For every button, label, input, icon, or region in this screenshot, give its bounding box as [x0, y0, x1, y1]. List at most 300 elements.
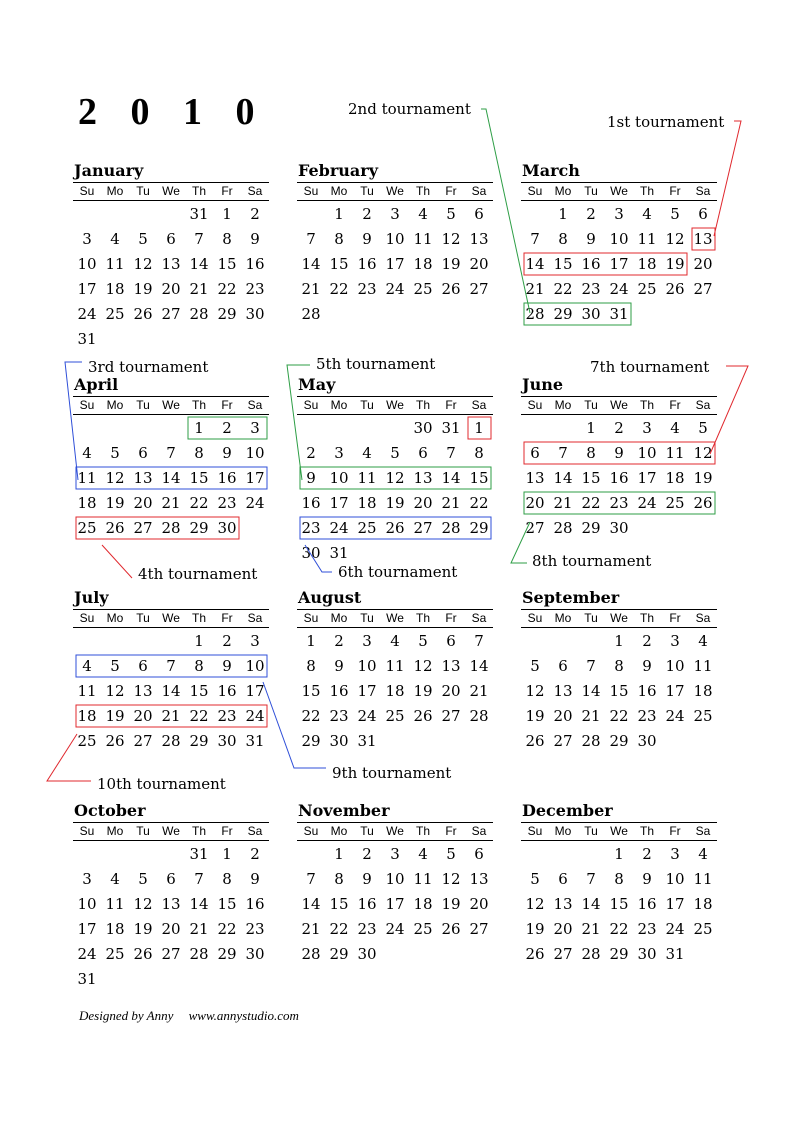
- weekday-label: Tu: [136, 184, 150, 198]
- weekday-label: Su: [79, 611, 95, 625]
- day-cell: 11: [693, 870, 713, 888]
- day-cell: 1: [222, 205, 232, 223]
- day-cell: 25: [693, 920, 713, 938]
- day-cell: 28: [525, 305, 545, 323]
- day-cell: 12: [105, 682, 125, 700]
- weekday-label: Mo: [330, 184, 348, 198]
- day-cell: 5: [698, 419, 708, 437]
- day-cell: 29: [553, 305, 573, 323]
- day-cell: 28: [469, 707, 489, 725]
- day-cell: 7: [166, 444, 176, 462]
- day-cell: 10: [637, 444, 657, 462]
- weekday-label: Tu: [360, 611, 374, 625]
- weekday-label: Tu: [136, 398, 150, 412]
- day-cell: 5: [138, 230, 148, 248]
- day-cell: 8: [306, 657, 316, 675]
- day-cell: 18: [385, 682, 405, 700]
- day-cell: 5: [110, 657, 120, 675]
- day-cell: 6: [138, 444, 148, 462]
- day-cell: 14: [161, 469, 181, 487]
- day-cell: 9: [614, 444, 624, 462]
- weekday-label: Tu: [136, 824, 150, 838]
- day-cell: 22: [217, 920, 237, 938]
- month-name: January: [74, 161, 144, 180]
- day-cell: 25: [385, 707, 405, 725]
- day-cell: 12: [133, 895, 153, 913]
- day-cell: 1: [222, 845, 232, 863]
- day-cell: 21: [189, 280, 209, 298]
- weekday-label: Mo: [106, 611, 124, 625]
- day-cell: 24: [245, 494, 265, 512]
- day-cell: 29: [301, 732, 321, 750]
- day-cell: 26: [441, 280, 461, 298]
- day-cell: 10: [609, 230, 629, 248]
- day-cell: 24: [357, 707, 377, 725]
- day-cell: 10: [245, 444, 265, 462]
- day-cell: 4: [670, 419, 680, 437]
- day-cell: 18: [693, 895, 713, 913]
- day-cell: 8: [222, 230, 232, 248]
- day-cell: 1: [558, 205, 568, 223]
- weekday-header: [521, 396, 717, 415]
- day-cell: 29: [609, 945, 629, 963]
- weekday-label: Tu: [360, 398, 374, 412]
- day-cell: 12: [441, 870, 461, 888]
- day-cell: 3: [670, 845, 680, 863]
- day-cell: 16: [609, 469, 629, 487]
- weekday-label: Mo: [330, 398, 348, 412]
- day-cell: 22: [609, 707, 629, 725]
- day-cell: 4: [698, 632, 708, 650]
- day-cell: 17: [637, 469, 657, 487]
- day-cell: 1: [334, 845, 344, 863]
- day-cell: 2: [586, 205, 596, 223]
- weekday-label: Th: [415, 824, 430, 838]
- weekday-label: Sa: [695, 824, 711, 838]
- leader-line: [102, 545, 132, 578]
- day-cell: 7: [194, 230, 204, 248]
- weekday-label: We: [386, 611, 404, 625]
- day-cell: 26: [525, 732, 545, 750]
- day-cell: 2: [222, 632, 232, 650]
- year-title: 2 0 1 0: [78, 91, 267, 133]
- day-cell: 2: [362, 205, 372, 223]
- day-cell: 13: [469, 870, 489, 888]
- day-cell: 10: [77, 895, 97, 913]
- day-cell: 9: [222, 657, 232, 675]
- day-cell: 30: [217, 732, 237, 750]
- month-name: March: [522, 161, 580, 180]
- day-cell: 14: [161, 682, 181, 700]
- day-cell: 16: [637, 682, 657, 700]
- weekday-label: We: [610, 184, 628, 198]
- weekday-label: Sa: [695, 611, 711, 625]
- day-cell: 8: [334, 230, 344, 248]
- day-cell: 29: [189, 519, 209, 537]
- day-cell: 4: [362, 444, 372, 462]
- day-cell: 28: [189, 305, 209, 323]
- weekday-label: Tu: [584, 184, 598, 198]
- day-cell: 23: [301, 519, 321, 537]
- day-cell: 4: [418, 845, 428, 863]
- weekday-label: Mo: [554, 398, 572, 412]
- weekday-label: Th: [191, 184, 206, 198]
- day-cell: 16: [357, 895, 377, 913]
- day-cell: 20: [413, 494, 433, 512]
- day-cell: 5: [670, 205, 680, 223]
- previous-month-day: 31: [441, 419, 461, 437]
- weekday-label: Sa: [471, 824, 487, 838]
- day-cell: 13: [553, 895, 573, 913]
- day-cell: 1: [194, 419, 204, 437]
- day-cell: 27: [553, 945, 573, 963]
- day-cell: 12: [525, 895, 545, 913]
- day-cell: 9: [642, 870, 652, 888]
- day-cell: 14: [525, 255, 545, 273]
- day-cell: 23: [245, 280, 265, 298]
- day-cell: 28: [301, 305, 321, 323]
- day-cell: 26: [693, 494, 713, 512]
- day-cell: 25: [77, 732, 97, 750]
- day-cell: 2: [222, 419, 232, 437]
- weekday-label: Fr: [221, 611, 233, 625]
- day-cell: 15: [553, 255, 573, 273]
- day-cell: 24: [245, 707, 265, 725]
- weekday-label: Mo: [330, 611, 348, 625]
- day-cell: 4: [642, 205, 652, 223]
- day-cell: 16: [245, 255, 265, 273]
- day-cell: 5: [390, 444, 400, 462]
- day-cell: 21: [189, 920, 209, 938]
- day-cell: 15: [329, 895, 349, 913]
- footer-website[interactable]: www.annystudio.com: [188, 1008, 299, 1023]
- day-cell: 30: [245, 305, 265, 323]
- day-cell: 1: [194, 632, 204, 650]
- day-cell: 8: [586, 444, 596, 462]
- day-cell: 31: [77, 970, 97, 988]
- day-cell: 10: [385, 870, 405, 888]
- day-cell: 17: [245, 682, 265, 700]
- day-cell: 2: [250, 845, 260, 863]
- day-cell: 17: [329, 494, 349, 512]
- day-cell: 17: [665, 895, 685, 913]
- weekday-label: Sa: [695, 184, 711, 198]
- weekday-label: Mo: [106, 824, 124, 838]
- day-cell: 3: [362, 632, 372, 650]
- weekday-label: We: [162, 611, 180, 625]
- day-cell: 28: [581, 945, 601, 963]
- day-cell: 18: [413, 895, 433, 913]
- day-cell: 25: [413, 280, 433, 298]
- day-cell: 16: [217, 469, 237, 487]
- weekday-label: Su: [527, 398, 543, 412]
- day-cell: 28: [161, 519, 181, 537]
- weekday-label: Su: [303, 824, 319, 838]
- day-cell: 13: [161, 895, 181, 913]
- day-cell: 26: [105, 519, 125, 537]
- day-cell: 18: [357, 494, 377, 512]
- day-cell: 17: [609, 255, 629, 273]
- day-cell: 4: [82, 444, 92, 462]
- day-cell: 12: [385, 469, 405, 487]
- day-cell: 30: [581, 305, 601, 323]
- day-cell: 22: [301, 707, 321, 725]
- weekday-label: Sa: [247, 611, 263, 625]
- day-cell: 13: [553, 682, 573, 700]
- day-cell: 11: [413, 230, 433, 248]
- weekday-label: Sa: [247, 184, 263, 198]
- day-cell: 14: [581, 895, 601, 913]
- day-cell: 5: [530, 657, 540, 675]
- day-cell: 15: [609, 895, 629, 913]
- day-cell: 12: [693, 444, 713, 462]
- day-cell: 29: [609, 732, 629, 750]
- weekday-header: [297, 182, 493, 201]
- day-cell: 21: [161, 494, 181, 512]
- day-cell: 27: [133, 519, 153, 537]
- weekday-label: Th: [639, 824, 654, 838]
- day-cell: 15: [217, 895, 237, 913]
- weekday-label: Th: [415, 611, 430, 625]
- day-cell: 31: [329, 544, 349, 562]
- day-cell: 26: [105, 732, 125, 750]
- day-cell: 27: [469, 280, 489, 298]
- weekday-header: [73, 182, 269, 201]
- day-cell: 30: [637, 732, 657, 750]
- day-cell: 21: [581, 707, 601, 725]
- day-cell: 29: [469, 519, 489, 537]
- day-cell: 10: [357, 657, 377, 675]
- day-cell: 2: [614, 419, 624, 437]
- day-cell: 27: [161, 305, 181, 323]
- day-cell: 27: [469, 920, 489, 938]
- day-cell: 3: [390, 845, 400, 863]
- day-cell: 5: [110, 444, 120, 462]
- day-cell: 24: [385, 920, 405, 938]
- day-cell: 8: [194, 444, 204, 462]
- day-cell: 24: [329, 519, 349, 537]
- day-cell: 4: [110, 870, 120, 888]
- day-cell: 13: [693, 230, 713, 248]
- day-cell: 3: [82, 230, 92, 248]
- day-cell: 12: [105, 469, 125, 487]
- day-cell: 20: [441, 682, 461, 700]
- day-cell: 8: [194, 657, 204, 675]
- tournament-label: 4th tournament: [138, 565, 258, 583]
- day-cell: 4: [698, 845, 708, 863]
- day-cell: 30: [301, 544, 321, 562]
- month-name: December: [522, 801, 613, 820]
- day-cell: 20: [133, 707, 153, 725]
- day-cell: 26: [525, 945, 545, 963]
- weekday-label: Fr: [221, 184, 233, 198]
- tournament-label: 1st tournament: [607, 113, 725, 131]
- day-cell: 30: [637, 945, 657, 963]
- day-cell: 20: [161, 920, 181, 938]
- day-cell: 19: [441, 895, 461, 913]
- day-cell: 23: [245, 920, 265, 938]
- day-cell: 26: [133, 305, 153, 323]
- day-cell: 6: [446, 632, 456, 650]
- day-cell: 16: [581, 255, 601, 273]
- day-cell: 3: [250, 419, 260, 437]
- day-cell: 5: [446, 845, 456, 863]
- day-cell: 3: [250, 632, 260, 650]
- day-cell: 11: [357, 469, 377, 487]
- day-cell: 19: [133, 280, 153, 298]
- day-cell: 7: [194, 870, 204, 888]
- weekday-label: Fr: [445, 824, 457, 838]
- previous-month-day: 31: [189, 845, 209, 863]
- day-cell: 1: [474, 419, 484, 437]
- day-cell: 7: [306, 870, 316, 888]
- day-cell: 15: [581, 469, 601, 487]
- day-cell: 15: [189, 682, 209, 700]
- day-cell: 17: [77, 280, 97, 298]
- weekday-label: Fr: [669, 611, 681, 625]
- day-cell: 8: [558, 230, 568, 248]
- day-cell: 9: [586, 230, 596, 248]
- day-cell: 7: [530, 230, 540, 248]
- day-cell: 24: [77, 945, 97, 963]
- day-cell: 3: [390, 205, 400, 223]
- day-cell: 1: [306, 632, 316, 650]
- day-cell: 17: [77, 920, 97, 938]
- weekday-header: [73, 822, 269, 841]
- day-cell: 13: [133, 469, 153, 487]
- day-cell: 26: [385, 519, 405, 537]
- day-cell: 12: [665, 230, 685, 248]
- day-cell: 10: [385, 230, 405, 248]
- day-cell: 9: [642, 657, 652, 675]
- weekday-label: Tu: [136, 611, 150, 625]
- day-cell: 3: [614, 205, 624, 223]
- day-cell: 31: [609, 305, 629, 323]
- day-cell: 27: [413, 519, 433, 537]
- day-cell: 19: [693, 469, 713, 487]
- day-cell: 22: [329, 920, 349, 938]
- day-cell: 26: [441, 920, 461, 938]
- day-cell: 22: [189, 707, 209, 725]
- day-cell: 15: [217, 255, 237, 273]
- day-cell: 25: [413, 920, 433, 938]
- day-cell: 6: [558, 657, 568, 675]
- day-cell: 31: [77, 330, 97, 348]
- day-cell: 12: [133, 255, 153, 273]
- day-cell: 18: [105, 280, 125, 298]
- weekday-label: Tu: [360, 824, 374, 838]
- day-cell: 25: [693, 707, 713, 725]
- day-cell: 7: [306, 230, 316, 248]
- day-cell: 2: [642, 845, 652, 863]
- day-cell: 22: [329, 280, 349, 298]
- day-cell: 21: [301, 920, 321, 938]
- weekday-label: Mo: [554, 824, 572, 838]
- weekday-header: [73, 396, 269, 415]
- day-cell: 8: [222, 870, 232, 888]
- day-cell: 10: [329, 469, 349, 487]
- day-cell: 2: [250, 205, 260, 223]
- day-cell: 30: [217, 519, 237, 537]
- day-cell: 9: [362, 870, 372, 888]
- day-cell: 27: [553, 732, 573, 750]
- day-cell: 18: [693, 682, 713, 700]
- weekday-label: Th: [191, 611, 206, 625]
- weekday-label: Su: [79, 184, 95, 198]
- day-cell: 6: [166, 230, 176, 248]
- weekday-label: Mo: [106, 184, 124, 198]
- day-cell: 14: [189, 895, 209, 913]
- tournament-label: 3rd tournament: [88, 358, 209, 376]
- day-cell: 12: [525, 682, 545, 700]
- day-cell: 7: [446, 444, 456, 462]
- day-cell: 20: [161, 280, 181, 298]
- day-cell: 23: [217, 707, 237, 725]
- day-cell: 21: [161, 707, 181, 725]
- day-cell: 11: [693, 657, 713, 675]
- weekday-header: [521, 182, 717, 201]
- day-cell: 6: [698, 205, 708, 223]
- weekday-label: Fr: [669, 824, 681, 838]
- weekday-label: Mo: [554, 184, 572, 198]
- weekday-label: Th: [191, 824, 206, 838]
- day-cell: 13: [161, 255, 181, 273]
- day-cell: 21: [581, 920, 601, 938]
- day-cell: 6: [138, 657, 148, 675]
- day-cell: 20: [553, 707, 573, 725]
- weekday-label: Fr: [445, 611, 457, 625]
- day-cell: 18: [413, 255, 433, 273]
- day-cell: 25: [105, 945, 125, 963]
- day-cell: 31: [245, 732, 265, 750]
- day-cell: 3: [670, 632, 680, 650]
- day-cell: 21: [525, 280, 545, 298]
- day-cell: 31: [665, 945, 685, 963]
- day-cell: 23: [217, 494, 237, 512]
- weekday-label: Mo: [554, 611, 572, 625]
- day-cell: 23: [329, 707, 349, 725]
- tournament-label: 8th tournament: [532, 552, 652, 570]
- day-cell: 22: [581, 494, 601, 512]
- day-cell: 15: [301, 682, 321, 700]
- day-cell: 9: [222, 444, 232, 462]
- day-cell: 18: [77, 707, 97, 725]
- day-cell: 22: [553, 280, 573, 298]
- day-cell: 8: [474, 444, 484, 462]
- tournament-label: 10th tournament: [97, 775, 226, 793]
- day-cell: 7: [474, 632, 484, 650]
- weekday-label: Fr: [445, 184, 457, 198]
- day-cell: 30: [357, 945, 377, 963]
- day-cell: 19: [105, 707, 125, 725]
- day-cell: 28: [161, 732, 181, 750]
- day-cell: 1: [614, 632, 624, 650]
- weekday-label: Su: [79, 398, 95, 412]
- day-cell: 2: [642, 632, 652, 650]
- day-cell: 23: [609, 494, 629, 512]
- day-cell: 16: [301, 494, 321, 512]
- day-cell: 17: [245, 469, 265, 487]
- day-cell: 4: [110, 230, 120, 248]
- day-cell: 2: [362, 845, 372, 863]
- day-cell: 19: [385, 494, 405, 512]
- day-cell: 6: [558, 870, 568, 888]
- day-cell: 24: [665, 707, 685, 725]
- day-cell: 9: [250, 230, 260, 248]
- day-cell: 15: [609, 682, 629, 700]
- day-cell: 25: [665, 494, 685, 512]
- day-cell: 29: [217, 945, 237, 963]
